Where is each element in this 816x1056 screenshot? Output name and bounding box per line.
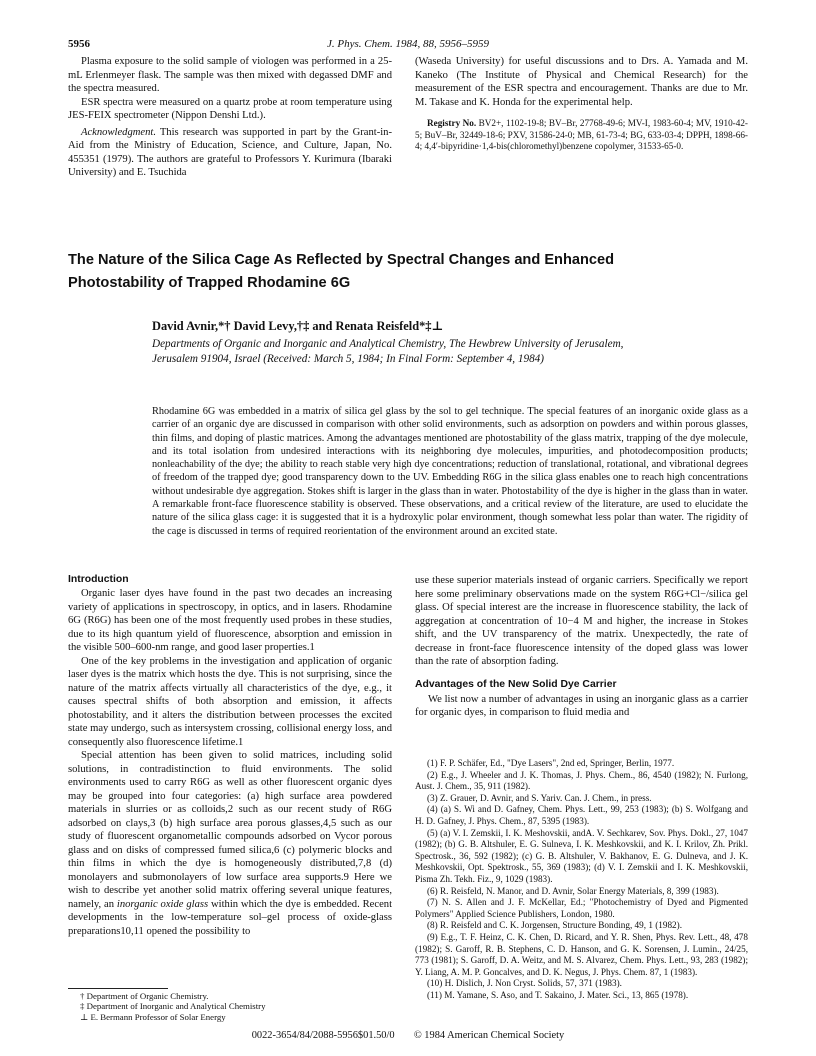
acknowledgment-label: Acknowledgment. bbox=[81, 126, 157, 138]
intro-text: Special attention has been given to solid matrices, including solid solutions, in contradistinction to fluid environments. The solid environments used to carry R6G as well as other fluorescent organic dyes may be grouped into four categories: (a) high surface area powdered materials in slurries or as colloids,2 such as our recent study of R6G adsorbed on clays,3 (b) high surface area porous glasses,4,5 such as our study of fluorescent organometallic compounds adsorbed on Vycor porous glass and on disks of compressed fumed silica,6 (c) polymeric blocks and thin films in which the dye is homogeneously distributed,7,8 (d) monolayers and submonolayers of low surface area supports.9 Here we wish to describe yet another solid matrix offering several unique features, namely, an bbox=[68, 750, 392, 910]
article-title bbox=[68, 249, 768, 295]
registry-label: Registry No. bbox=[427, 118, 477, 128]
prev-paragraph: ESR spectra were measured on a quartz probe at room temperature using JES-FEIX spectrometer (Nippon Denshi Ltd.). bbox=[68, 96, 392, 121]
intro-paragraph: One of the key problems in the investigation and application of organic laser dyes is the matrix which hosts the dye. This is not surprising, since the nature of the matrix affects virtually all characteristics of the dye, e.g., it causes spectral shifts of both absorption and emission, it affects photostability, and it alters the distribution between processes the excited state may undergo, such as intersystem crossing, collisional energy loss, and consequently also fluorescence lifetime.1 bbox=[68, 655, 392, 748]
reference: (7) N. S. Allen and J. F. McKellar, Ed.; "Photochemistry of Dyed and Pigmented Polymers" Applied Science Publishers, London, 1980. bbox=[415, 897, 748, 919]
intro-paragraph bbox=[68, 749, 392, 938]
prev-paragraph: (Waseda University) for useful discussions and to Drs. A. Yamada and M. Kaneko (The Institute of Physical and Chemical Research) for the measurement of the ESR spectra and encouragement. Thanks are due to Mr. M. Takase and K. Honda for the experimental help. bbox=[415, 56, 748, 108]
prev-article-right-column bbox=[415, 55, 748, 153]
authors: David Avnir,*† David Levy,†‡ and Renata Reisfeld*‡⊥ bbox=[152, 319, 444, 333]
prev-article-left-column bbox=[68, 55, 392, 180]
page-number: 5956 bbox=[68, 38, 90, 50]
reference: (4) (a) S. Wi and D. Gafney, Chem. Phys. Lett., 99, 253 (1983); (b) S. Wolfgang and H. D. Gafney, J. Phys. Chem., 87, 5395 (1983). bbox=[415, 804, 748, 826]
abstract: Rhodamine 6G was embedded in a matrix of silica gel glass by the sol to gel technique. The special features of an inorganic oxide glass as a carrier of an organic dye are discussed in comparison with other solid environments, such as adsorption on powders and within porous glasses, thin films, and doping of plastic matrices. Among the advantages mentioned are photostability of the glass matrix, trapping of the dye molecule, and its total isolation from undesired interactions with its neighboring dye molecules, impurities, and photodecomposition products; nonleachability of the dye; the ability to reach stable very high dye concentrations; reduction of translational, rotational, and vibrational degrees of freedom of the trapped dye; good transparency down to the UV. Embedding R6G in the silica glass enables one to reach high concentrations without undesirable dye aggregation. Stokes shift is larger in the glass than in water. Photostability of the dye is higher in the glass than in water. A remarkable front-face fluorescence stability is observed. These observations, and a critical review of the literature, are used to elucidate the nature of the silica glass cage: it is suggested that it is a hydroxylic polar environment, though somewhat less polar than water. The rigidity of the cage is discussed in terms of required reorientation of the environment around an excited state. bbox=[152, 406, 748, 537]
prev-paragraph: Plasma exposure to the solid sample of viologen was performed in a 25-mL Erlenmeyer flask. The sample was then mixed with degassed DMF and the spectra measured. bbox=[68, 56, 392, 94]
acknowledgment bbox=[68, 126, 392, 180]
intro-emphasis: inorganic oxide glass bbox=[116, 898, 209, 910]
registry-text: BV2+, 1102-19-8; BV–Br, 27768-49-6; MV-I, 1983-60-4; MV, 1910-42-5; BuV–Br, 32449-18-6; PXV, 31586-24-0; MB, 61-73-4; BG, 633-03-4; DPPH, 1898-66-4; 4,4′-bipyridine·1,4-bis(chloromethyl)benzene copolymer, 31533-65-0. bbox=[415, 118, 748, 152]
reference: (6) R. Reisfeld, N. Manor, and D. Avnir, Solar Energy Materials, 8, 399 (1983). bbox=[427, 885, 719, 896]
footnote: ‡ Department of Inorganic and Analytical Chemistry bbox=[80, 1001, 266, 1012]
registry-numbers bbox=[415, 118, 748, 153]
reference: (9) E.g., T. F. Heinz, C. K. Chen, D. Ricard, and Y. R. Shen, Phys. Rev. Lett., 48, 478 (1982); S. Garoff, R. B. Stephens, C. D. Hanson, and G. K. Sorensen, J. Lumin., 24/25, 773 (1981); S. Garoff, D. A. Weitz, and M. S. Alvarez, Chem. Phys. Lett., 93, 283 (1982); Y. Liang, A. M. P. Goncalves, and D. K. Negus, J. Phys. Chem. 87, 1 (1983). bbox=[415, 931, 748, 977]
title-line: The Nature of the Silica Cage As Reflected by Spectral Changes and Enhanced bbox=[68, 252, 615, 268]
affiliation bbox=[152, 337, 752, 366]
intro-paragraph: Organic laser dyes have found in the past two decades an increasing variety of applications in spectroscopy, in optics, and in lasers. Rhodamine 6G (R6G) has been one of the most frequently used probes in these studies, due to its high quantum yield of fluorescence, absorption and emission in the visible 500–600-nm range, and good laser properties.1 bbox=[68, 588, 392, 653]
right-body-column bbox=[415, 574, 748, 720]
left-body-column bbox=[68, 574, 392, 938]
section-heading-introduction: Introduction bbox=[68, 574, 129, 585]
reference: (3) Z. Grauer, D. Avnir, and S. Yariv. Can. J. Chem., in press. bbox=[427, 792, 652, 803]
reference: (1) F. P. Schäfer, Ed., "Dye Lasers", 2nd ed, Springer, Berlin, 1977. bbox=[427, 758, 675, 768]
footer-code: 0022-3654/84/2088-5956$01.50/0 bbox=[251, 1030, 395, 1041]
footnote-rule bbox=[68, 988, 168, 989]
references bbox=[415, 758, 748, 1001]
acknowledgment-text: This research was supported in part by the Grant-in-Aid from the Ministry of Education, Science, and Culture, Japan, No. 455351 (1979). The authors are grateful to Professors Y. Kurimura (Ibaraki University) and E. Tsuchida bbox=[68, 126, 392, 178]
footnote: ⊥ E. Bermann Professor of Solar Energy bbox=[80, 1011, 226, 1022]
journal-running-head: J. Phys. Chem. 1984, 88, 5956–5959 bbox=[327, 38, 489, 50]
reference: (8) R. Reisfeld and C. K. Jorgensen, Structure Bonding, 49, 1 (1982). bbox=[427, 920, 683, 931]
advantages-paragraph: We list now a number of advantages in using an inorganic glass as a carrier for organic dyes, in comparison to fluid media and bbox=[415, 693, 748, 718]
footer bbox=[0, 1030, 816, 1041]
reference: (2) E.g., J. Wheeler and J. K. Thomas, J. Phys. Chem., 86, 4540 (1982); N. Furlong, Aust. J. Chem., 35, 911 (1982). bbox=[415, 769, 748, 792]
reference: (11) M. Yamane, S. Aso, and T. Sakaino, J. Mater. Sci., 13, 865 (1978). bbox=[427, 989, 689, 1000]
reference: (10) H. Dislich, J. Non Cryst. Solids, 57, 371 (1983). bbox=[427, 978, 622, 989]
footnote: † Department of Organic Chemistry. bbox=[80, 991, 209, 1001]
section-heading-advantages: Advantages of the New Solid Dye Carrier bbox=[415, 678, 617, 690]
reference: (5) (a) V. I. Zemskii, I. K. Meshovskii, andA. V. Sechkarev, Sov. Phys. Dokl., 27, 1047 (1982); (b) G. B. Altshuler, E. G. Sulneva, I. K. Meshkovskii, and K. I. Krilov, Zh. Prikl. Spectrosk., 36, 592 (1982); (c) G. B. Altshuler, V. Bakhanov, E. G. Dulneva, and J. K. Meshkovskii, Opt. Spektrosk., 55, 369 (1983); (d) V. I. Zemskii and I. K. Meshkovskii, Pisma Zh. Tekh. Fiz., 9, 1029 (1983). bbox=[415, 827, 748, 884]
title-line: Photostability of Trapped Rhodamine 6G bbox=[68, 275, 351, 291]
intro-paragraph: use these superior materials instead of organic carriers. Specifically we report here some preliminary observations made on the system R6G+Cl−/silica gel glass. Of special interest are the increase in fluorescence stability, the lack of aggregation at concentration of 10−4 M and higher, the increase in Stokes shift, and the UV transparency of the matrix. Unexpectedly, the rate of decrease in front-face fluorescence intensity of the doped glass was lower than the rate of absorption fading. bbox=[415, 575, 748, 667]
intro-text: within which the dye is embedded. Recent developments in the low-temperature sol–gel process of oxide-glass preparations10,11 opened the possibility to bbox=[68, 898, 393, 937]
footer-copyright: © 1984 American Chemical Society bbox=[413, 1030, 565, 1041]
footnotes bbox=[80, 991, 390, 1022]
affiliation-line: Departments of Organic and Inorganic and Analytical Chemistry, The Hewbrew University of Jerusalem, bbox=[152, 338, 624, 350]
affiliation-line: Jerusalem 91904, Israel (Received: March 5, 1984; In Final Form: September 4, 1984) bbox=[152, 352, 544, 365]
